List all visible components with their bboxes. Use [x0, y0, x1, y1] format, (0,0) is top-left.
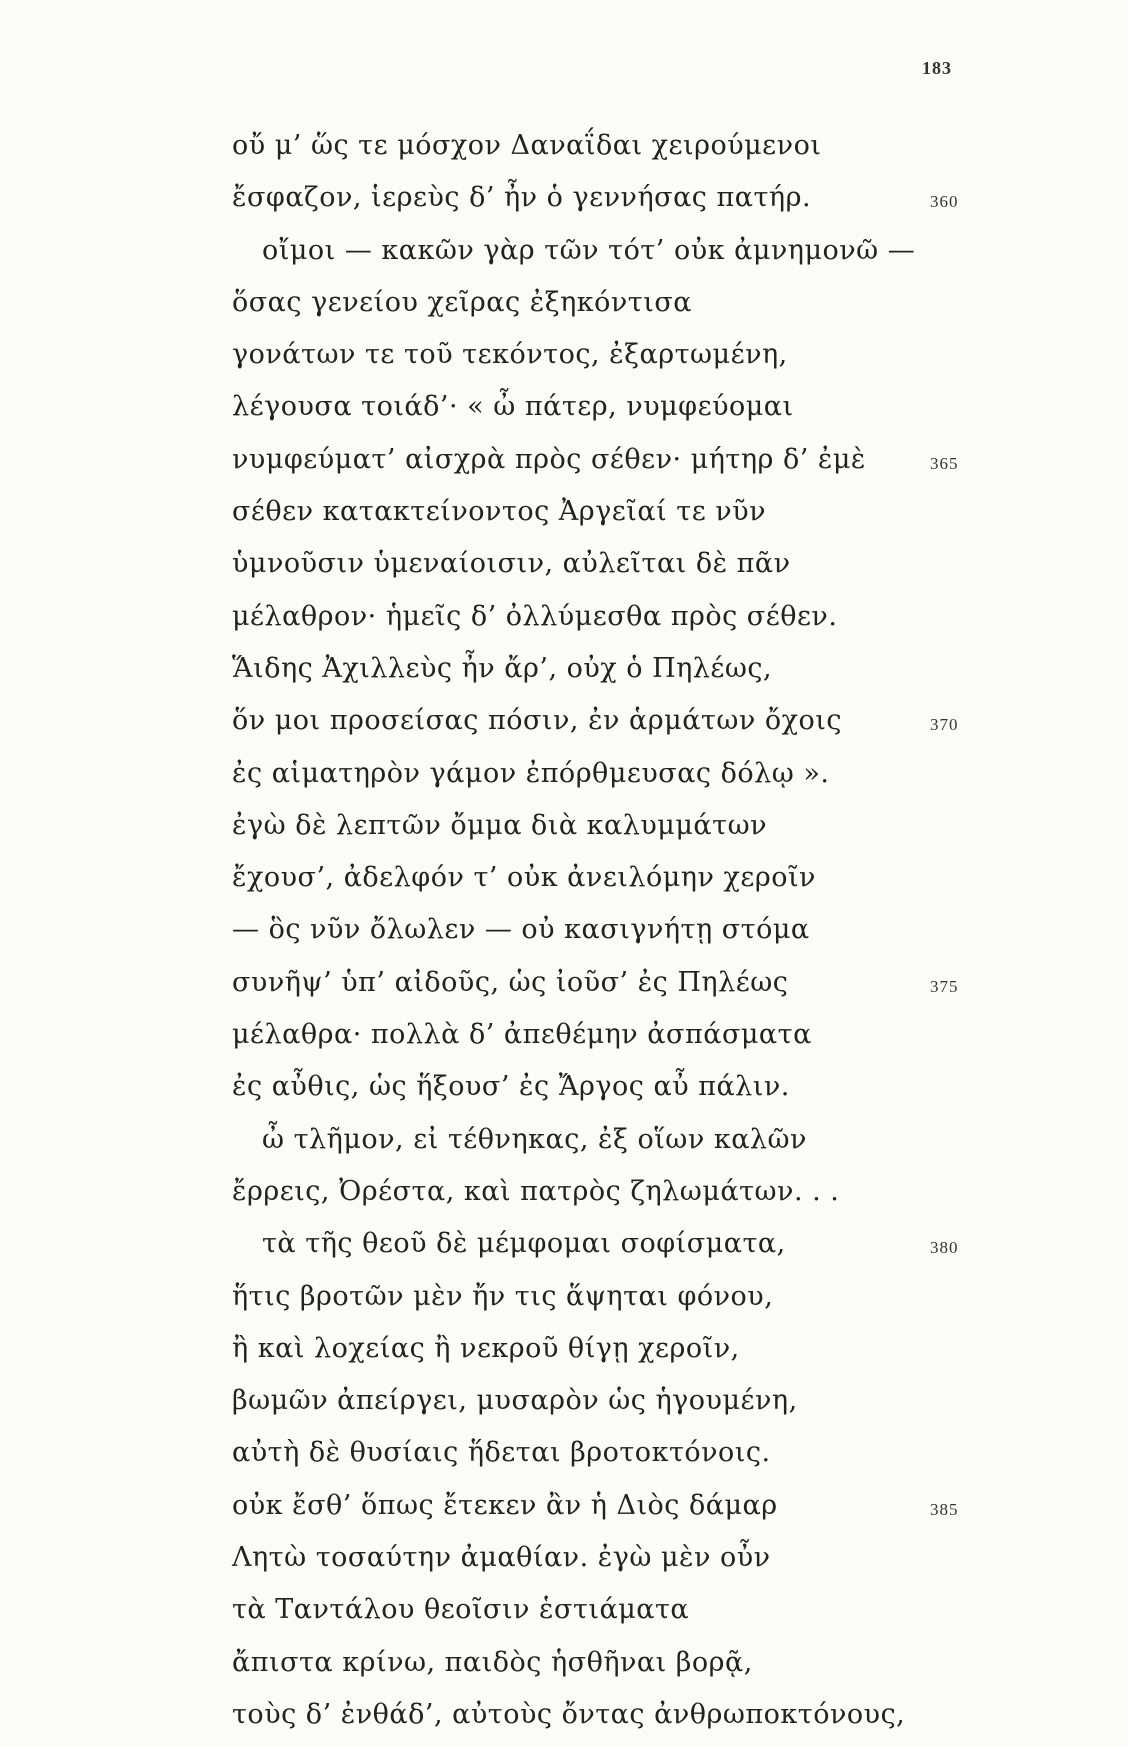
verse-text: ὑμνοῦσιν ὑμεναίοισιν, αὐλεῖται δὲ πᾶν: [232, 548, 791, 580]
verse-text: οὔ μ’ ὥς τε μόσχον Δαναΐδαι χειρούμενοι: [232, 130, 822, 161]
verse-block: [0, 126, 1128, 1747]
verse-line: [0, 1695, 1128, 1747]
verse-line: [0, 492, 1128, 544]
verse-text: ὅν μοι προσείσας πόσιν, ἐν ἁρμάτων ὄχοις: [232, 705, 842, 737]
line-number: 375: [930, 976, 959, 996]
verse-text: ἔρρεις, Ὀρέστα, καὶ πατρὸς ζηλωμάτων. . .: [232, 1175, 840, 1207]
verse-text: λέγουσα τοιάδ’· « ὦ πάτερ, νυμφεύομαι: [232, 391, 794, 423]
verse-text: ἄπιστα κρίνω, παιδὸς ἡσθῆναι βορᾷ,: [232, 1646, 753, 1678]
verse-text: μέλαθρον· ἡμεῖς δ’ ὀλλύμεσθα πρὸς σέθεν.: [232, 600, 838, 632]
verse-line: [0, 335, 1128, 387]
verse-line: [0, 283, 1128, 335]
line-number: 370: [930, 715, 959, 735]
verse-line: [0, 1538, 1128, 1590]
verse-line: [0, 1015, 1128, 1067]
verse-line: [0, 910, 1128, 962]
verse-line: [0, 806, 1128, 858]
verse-text: ἢ καὶ λοχείας ἢ νεκροῦ θίγῃ χεροῖν,: [232, 1332, 740, 1364]
verse-text: μέλαθρα· πολλὰ δ’ ἀπεθέμην ἀσπάσματα: [232, 1019, 812, 1051]
verse-line: [0, 963, 1128, 1015]
verse-text: ἐγὼ δὲ λεπτῶν ὄμμα διὰ καλυμμάτων: [232, 809, 767, 841]
verse-line: [0, 597, 1128, 649]
verse-text: Λητὼ τοσαύτην ἀμαθίαν. ἐγὼ μὲν οὖν: [232, 1542, 771, 1574]
verse-text: οἴμοι — κακῶν γὰρ τῶν τότ’ οὐκ ἀμνημονῶ —: [262, 234, 916, 266]
verse-text: ἐς αἱματηρὸν γάμον ἐπόρθμευσας δόλῳ ».: [232, 757, 830, 789]
verse-text: γονάτων τε τοῦ τεκόντος, ἐξαρτωμένη,: [232, 339, 788, 371]
verse-text: βωμῶν ἀπείργει, μυσαρὸν ὡς ἡγουμένη,: [232, 1385, 798, 1417]
line-number: 360: [930, 192, 959, 212]
verse-text: ὅσας γενείου χεῖρας ἐξηκόντισα: [232, 286, 692, 318]
verse-text: Ἅιδης Ἀχιλλεὺς ἦν ἄρ’, οὐχ ὁ Πηλέως,: [232, 652, 773, 684]
verse-line: [0, 231, 1128, 283]
line-number: 385: [930, 1499, 959, 1519]
verse-line: [0, 544, 1128, 596]
verse-line: [0, 649, 1128, 701]
verse-line: [0, 1329, 1128, 1381]
verse-text: ὦ τλῆμον, εἰ τέθνηκας, ἐξ οἵων καλῶν: [262, 1123, 807, 1155]
verse-line: [0, 1433, 1128, 1485]
verse-line: [0, 387, 1128, 439]
verse-text: ἐς αὖθις, ὡς ἥξουσ’ ἐς Ἄργος αὖ πάλιν.: [232, 1071, 790, 1103]
verse-line: [0, 126, 1128, 178]
verse-text: νυμφεύματ’ αἰσχρὰ πρὸς σέθεν· μήτηρ δ’ ἐμὲ: [232, 443, 866, 475]
line-number: 380: [930, 1238, 959, 1258]
verse-line: [0, 1067, 1128, 1119]
verse-line: [0, 701, 1128, 753]
verse-line: [0, 1277, 1128, 1329]
verse-text: τοὺς δ’ ἐνθάδ’, αὐτοὺς ὄντας ἀνθρωποκτόνους,: [232, 1698, 906, 1730]
verse-text: τὰ τῆς θεοῦ δὲ μέμφομαι σοφίσματα,: [262, 1228, 786, 1260]
verse-line: [0, 1224, 1128, 1276]
verse-text: ἔσφαζον, ἱερεὺς δ’ ἦν ὁ γεννήσας πατήρ.: [232, 182, 812, 214]
verse-line: [0, 178, 1128, 230]
verse-line: [0, 754, 1128, 806]
page-number: 183: [922, 58, 952, 78]
verse-text: σέθεν κατακτείνοντος Ἀργεῖαί τε νῦν: [232, 496, 767, 528]
line-number: 365: [930, 453, 959, 473]
verse-text: αὐτὴ δὲ θυσίαις ἥδεται βροτοκτόνοις.: [232, 1437, 771, 1469]
verse-line: [0, 1120, 1128, 1172]
verse-line: [0, 440, 1128, 492]
verse-line: [0, 1590, 1128, 1642]
verse-line: [0, 1643, 1128, 1695]
verse-text: ἥτις βροτῶν μὲν ἤν τις ἅψηται φόνου,: [232, 1280, 774, 1312]
verse-text: — ὃς νῦν ὄλωλεν — οὐ κασιγνήτῃ στόμα: [232, 914, 810, 946]
verse-line: [0, 1486, 1128, 1538]
verse-text: συνῆψ’ ὑπ’ αἰδοῦς, ὡς ἰοῦσ’ ἐς Πηλέως: [232, 966, 789, 998]
verse-text: ἔχουσ’, ἀδελφόν τ’ οὐκ ἀνειλόμην χεροῖν: [232, 862, 816, 894]
verse-line: [0, 858, 1128, 910]
verse-text: οὐκ ἔσθ’ ὅπως ἔτεκεν ἂν ἡ Διὸς δάμαρ: [232, 1489, 778, 1521]
verse-text: τὰ Ταντάλου θεοῖσιν ἑστιάματα: [232, 1594, 690, 1626]
verse-line: [0, 1381, 1128, 1433]
verse-line: [0, 1172, 1128, 1224]
